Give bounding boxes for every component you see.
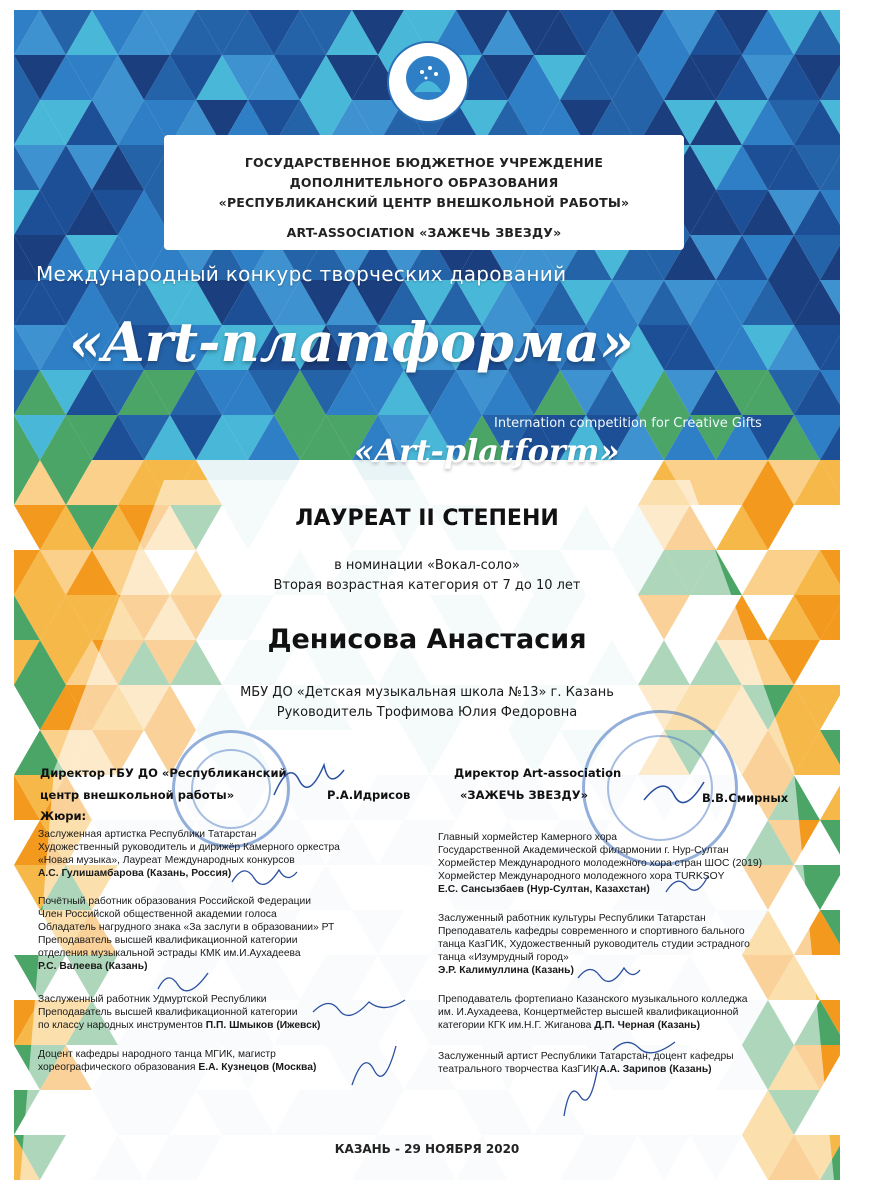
certificate — [14, 10, 840, 1180]
header-line-3: «РЕСПУБЛИКАНСКИЙ ЦЕНТР ВНЕШКОЛЬНОЙ РАБОТЫ» — [218, 195, 630, 210]
award-title: ЛАУРЕАТ II СТЕПЕНИ — [295, 506, 559, 531]
jury-signature-icon — [662, 868, 712, 898]
left-director-title-2: центр внешкольной работы» — [40, 788, 235, 802]
contest-subtitle-en: Internation competition for Creative Gifts — [494, 416, 762, 431]
award-nomination: в номинации «Вокал-соло» — [334, 558, 520, 573]
contest-name-ru: «Art-платформа» — [69, 310, 634, 374]
left-director-title-1: Директор ГБУ ДО «Республиканский — [40, 766, 287, 780]
jury-left-1: Заслуженная артистка Республики Татарстан Художественный руководитель и дирижёр Камерного оркестра «Новая музыка», Лауреат Международных конкурсов А.С. Гулишамбарова (Казань, Россия) — [38, 829, 340, 879]
left-director-signature-icon — [269, 750, 349, 805]
jury-left-2: Почётный работник образования Российской Федерации Член Российской общественной академии голоса Обладатель нагрудного знака «За заслуги в образовании» РТ Преподаватель высшей квалификационной категории отделения музыкальной эстрады КМК им.И.Аухадеева Р.С. Валеева (Казань) — [38, 896, 335, 972]
header-line-4: ART-ASSOCIATION «ЗАЖЕЧЬ ЗВЕЗДУ» — [286, 225, 562, 240]
header-box — [164, 135, 684, 250]
right-director-title-2: «ЗАЖЕЧЬ ЗВЕЗДУ» — [460, 788, 588, 802]
jury-right-4: Заслуженный артист Республики Татарстан, доцент кафедры театрального творчества КазГИК А.А. Зарипов (Казань) — [438, 1051, 734, 1075]
jury-signature-icon — [229, 860, 299, 890]
footer-date: КАЗАНЬ - 29 НОЯБРЯ 2020 — [334, 1142, 520, 1156]
jury-right-3: Преподаватель фортепиано Казанского музыкального колледжа им. И.Аухадеева, Концертмейстер высшей квалификационной категории КГК им.Н.Г. Жиганова Д.П. Черная (Казань) — [438, 994, 748, 1031]
left-director-name: Р.А.Идрисов — [327, 788, 411, 802]
right-director-name: В.В.Смирных — [702, 791, 789, 805]
jury-right-1: Главный хормейстер Камерного хора Государственной Академической филармонии г. Нур-Султан Хормейстер Международного молодежного хора стран ШОС (2019) Хормейстер Международного молодежного хора TURKSOY Е.С. Сансызбаев (Нур-Султан, Казахстан) — [438, 832, 763, 895]
jury-signature-icon — [154, 965, 214, 995]
art-association-logo-icon — [386, 40, 470, 124]
jury-left-3: Заслуженный работник Удмуртской Республики Преподаватель высшей квалификационной категории по классу народных инструментов П.П. Шмыков (Ижевск) — [38, 994, 321, 1031]
header-line-1: ГОСУДАРСТВЕННОЕ БЮДЖЕТНОЕ УЧРЕЖДЕНИЕ — [244, 155, 604, 170]
contest-name-en: «Art-platform» — [354, 432, 620, 470]
recipient-school: МБУ ДО «Детская музыкальная школа №13» г. Казань — [240, 685, 614, 700]
recipient-name: Денисова Анастасия — [267, 624, 587, 655]
jury-left-4: Доцент кафедры народного танца МГИК, магистр хореографического образования Е.А. Кузнецов (Москва) — [38, 1049, 317, 1073]
header-line-2: ДОПОЛНИТЕЛЬНОГО ОБРАЗОВАНИЯ — [289, 175, 559, 190]
jury-signature-icon — [344, 1040, 404, 1090]
award-category: Вторая возрастная категория от 7 до 10 лет — [273, 578, 581, 593]
jury-signature-icon — [574, 960, 644, 988]
jury-right-2: Заслуженный работник культуры Республики Татарстан Преподаватель кафедры современного и спортивного бального танца КазГИК, Художественный руководитель студии эстрадного танца «Изумрудный город» Э.Р. Калимуллина (Казань) — [438, 913, 750, 976]
recipient-teacher: Руководитель Трофимова Юлия Федоровна — [276, 705, 578, 720]
right-director-title-1: Директор Art-association — [454, 766, 622, 780]
jury-signature-icon — [309, 992, 409, 1022]
contest-title: Международный конкурс творческих дарований — [36, 262, 567, 286]
jury-signature-icon — [554, 1060, 604, 1120]
jury-heading: Жюри: — [40, 809, 87, 823]
jury-signature-icon — [609, 1034, 679, 1058]
right-director-signature-icon — [639, 770, 709, 815]
